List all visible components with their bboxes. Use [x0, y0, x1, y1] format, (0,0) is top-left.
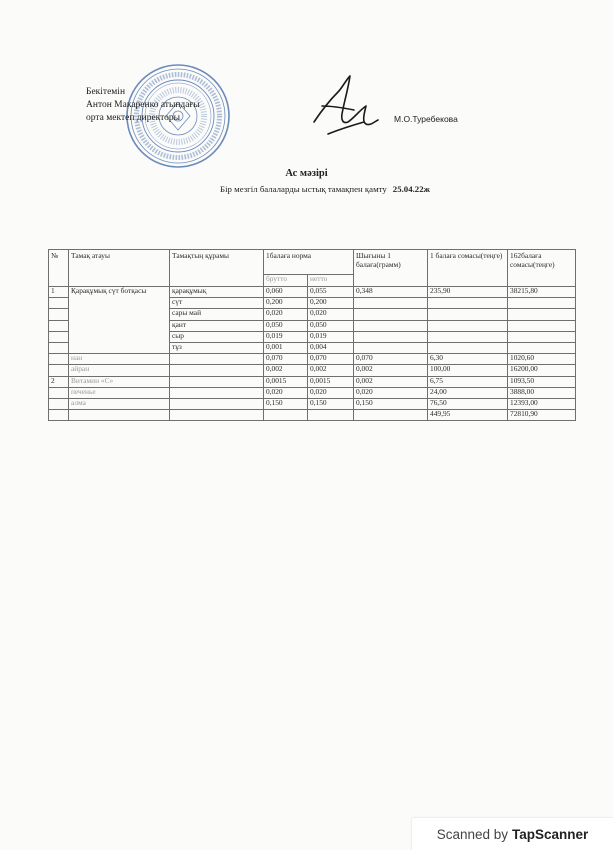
cell-empty: [49, 410, 69, 421]
header-net: нетто: [308, 275, 354, 287]
approval-block: [86, 86, 200, 125]
cell-sum1: 100,00: [428, 365, 508, 376]
cell-sum1: 6,30: [428, 354, 508, 365]
cell-number: [49, 342, 69, 353]
table-row: [49, 398, 576, 409]
cell-sum1: [428, 298, 508, 309]
cell-sum162: 1020,60: [508, 354, 576, 365]
cell-sum1: 76,50: [428, 398, 508, 409]
table-header-row: [49, 250, 576, 275]
cell-net: 0,020: [308, 309, 354, 320]
cell-net: 0,055: [308, 287, 354, 298]
scanner-prefix: Scanned by: [436, 826, 509, 842]
menu-table: [48, 249, 576, 421]
cell-sum162: 12393,00: [508, 398, 576, 409]
cell-dish: Қарақұмық сүт ботқасы: [69, 287, 170, 354]
cell-number: 2: [49, 376, 69, 387]
cell-gross: 0,060: [264, 287, 308, 298]
page-title: Ас мәзірі: [285, 168, 328, 179]
cell-number: [49, 309, 69, 320]
cell-number: 1: [49, 287, 69, 298]
cell-gross: 0,020: [264, 387, 308, 398]
cell-net: 0,019: [308, 331, 354, 342]
cell-empty: [354, 410, 428, 421]
cell-gross: 0,019: [264, 331, 308, 342]
scanner-brand: TapScanner: [512, 826, 589, 842]
cell-sum162: 16200,00: [508, 365, 576, 376]
table-row: [49, 365, 576, 376]
cell-cost: [354, 320, 428, 331]
table-row: [49, 287, 576, 298]
cell-sum162: [508, 320, 576, 331]
cell-ingredient: [170, 387, 264, 398]
header-ingredients: Тамақтың құрамы: [170, 250, 264, 287]
cell-cost: 0,070: [354, 354, 428, 365]
cell-ingredient: қант: [170, 320, 264, 331]
cell-cost: [354, 342, 428, 353]
subtitle-text: Бір мезгіл балаларды ыстық тамақпен қамту: [220, 184, 387, 194]
cell-cost: [354, 309, 428, 320]
cell-net: 0,200: [308, 298, 354, 309]
cell-gross: 0,050: [264, 320, 308, 331]
cell-net: 0,020: [308, 387, 354, 398]
cell-ingredient: [170, 376, 264, 387]
cell-number: [49, 387, 69, 398]
menu-date: 25.04.22ж: [392, 184, 430, 194]
cell-ingredient: сары май: [170, 309, 264, 320]
total-sum162: 72810,90: [508, 410, 576, 421]
cell-dish: печенье: [69, 387, 170, 398]
cell-sum162: [508, 331, 576, 342]
cell-sum162: 3888,00: [508, 387, 576, 398]
cell-gross: 0,200: [264, 298, 308, 309]
director-name: М.О.Туребекова: [394, 114, 458, 124]
header-gross: брутто: [264, 275, 308, 287]
total-sum1: 449,95: [428, 410, 508, 421]
cell-gross: 0,150: [264, 398, 308, 409]
header-number: №: [49, 250, 69, 287]
table-row: [49, 387, 576, 398]
cell-cost: 0,002: [354, 376, 428, 387]
cell-net: 0,050: [308, 320, 354, 331]
cell-sum162: [508, 309, 576, 320]
cell-number: [49, 331, 69, 342]
cell-gross: 0,002: [264, 365, 308, 376]
cell-sum162: 38215,80: [508, 287, 576, 298]
cell-sum1: [428, 331, 508, 342]
cell-sum1: [428, 309, 508, 320]
cell-empty: [308, 410, 354, 421]
cell-gross: 0,001: [264, 342, 308, 353]
cell-cost: [354, 331, 428, 342]
header-sum-162: 162балаға сомасы(теңге): [508, 250, 576, 287]
header-dish: Тамақ атауы: [69, 250, 170, 287]
cell-dish: Витамин «С»: [69, 376, 170, 387]
cell-sum162: [508, 342, 576, 353]
cell-cost: 0,020: [354, 387, 428, 398]
approval-line-3: орта мектеп директоры: [86, 113, 181, 123]
cell-gross: 0,0015: [264, 376, 308, 387]
cell-net: 0,004: [308, 342, 354, 353]
cell-sum1: [428, 342, 508, 353]
table-total-row: [49, 410, 576, 421]
cell-net: 0,002: [308, 365, 354, 376]
cell-ingredient: қарақұмық: [170, 287, 264, 298]
header-cost-per-child: Шығыны 1 балаға(грамм): [354, 250, 428, 287]
director-signature: [308, 72, 382, 142]
cell-cost: 0,002: [354, 365, 428, 376]
cell-empty: [170, 410, 264, 421]
cell-ingredient: сүт: [170, 298, 264, 309]
cell-dish: алма: [69, 398, 170, 409]
cell-empty: [69, 410, 170, 421]
cell-ingredient: [170, 398, 264, 409]
scanner-watermark: [412, 818, 613, 850]
header-sum-per-child: 1 балаға сомасы(теңге): [428, 250, 508, 287]
approval-line-1: Бекітемін: [86, 87, 126, 97]
cell-number: [49, 354, 69, 365]
cell-net: 0,070: [308, 354, 354, 365]
cell-ingredient: тұз: [170, 342, 264, 353]
cell-number: [49, 365, 69, 376]
cell-sum1: 235,90: [428, 287, 508, 298]
cell-cost: 0,348: [354, 287, 428, 298]
cell-empty: [264, 410, 308, 421]
cell-sum1: [428, 320, 508, 331]
cell-sum162: 1093,50: [508, 376, 576, 387]
cell-net: 0,0015: [308, 376, 354, 387]
cell-ingredient: [170, 365, 264, 376]
table-row: [49, 376, 576, 387]
table-row: [49, 354, 576, 365]
header-norm: 1балаға норма: [264, 250, 354, 275]
cell-dish: айран: [69, 365, 170, 376]
cell-sum1: 6,75: [428, 376, 508, 387]
cell-net: 0,150: [308, 398, 354, 409]
page-subtitle: [0, 184, 613, 194]
cell-cost: 0,150: [354, 398, 428, 409]
cell-gross: 0,070: [264, 354, 308, 365]
cell-gross: 0,020: [264, 309, 308, 320]
cell-sum162: [508, 298, 576, 309]
cell-number: [49, 320, 69, 331]
cell-dish: нан: [69, 354, 170, 365]
cell-ingredient: [170, 354, 264, 365]
cell-sum1: 24,00: [428, 387, 508, 398]
cell-number: [49, 298, 69, 309]
approval-line-2: Антон Макаренко атындағы: [86, 100, 200, 110]
cell-number: [49, 398, 69, 409]
cell-cost: [354, 298, 428, 309]
cell-ingredient: сыр: [170, 331, 264, 342]
